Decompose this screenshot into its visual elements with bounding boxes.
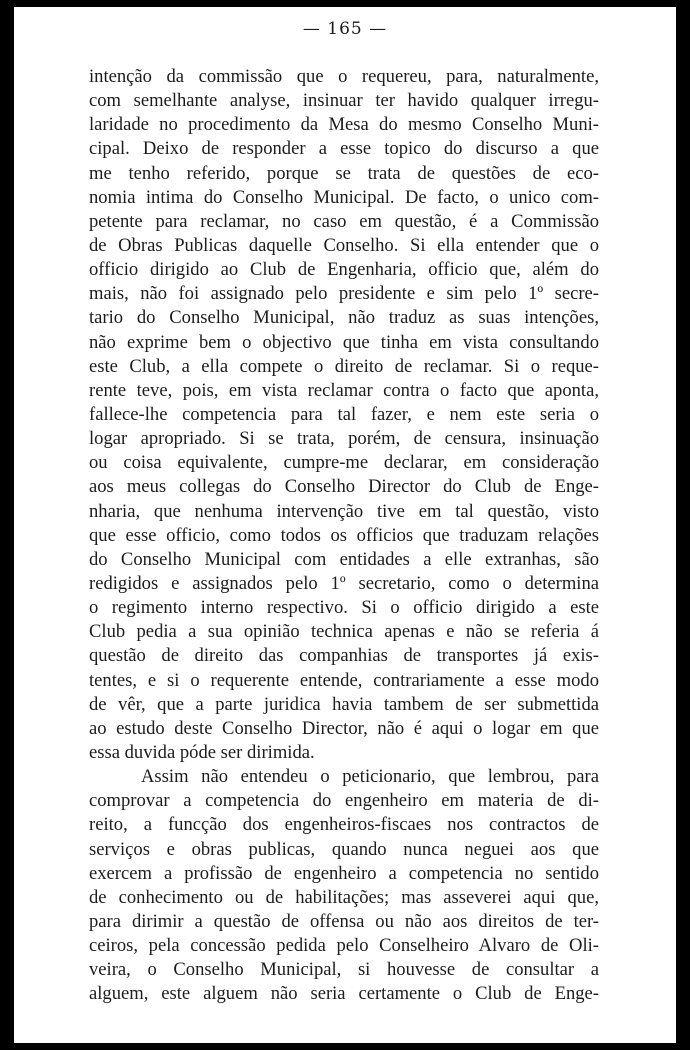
text-line: Assim não entendeu o peticionario, que lembrou, para (141, 766, 599, 788)
text-line: este Club, a ella compete o direito de reclamar. Si o reque- (89, 355, 599, 377)
text-line: aos meus collegas do Conselho Director do Club de Enge- (89, 476, 599, 498)
text-line: comprovar a competencia do engenheiro em materia de di- (89, 790, 599, 812)
body-text (89, 65, 599, 1006)
text-line: veira, o Conselho Municipal, si houvesse de consultar a (89, 959, 599, 981)
text-line: tentes, e si o requerente entende, contrariamente a esse modo (89, 669, 599, 691)
text-line: com semelhante analyse, insinuar ter havido qualquer irregu- (89, 90, 599, 112)
text-line: redigidos e assignados pelo 1º secretario, como o determina (89, 572, 599, 594)
text-line: de conhecimento ou de habilitações; mas asseverei aqui que, (89, 886, 599, 908)
text-line: alguem, este alguem não seria certamente o Club de Enge- (89, 983, 599, 1005)
text-line: cipal. Deixo de responder a esse topico do discurso a que (89, 138, 599, 160)
document-page (14, 7, 676, 1043)
text-line: ceiros, pela concessão pedida pelo Conselheiro Alvaro de Oli- (89, 935, 599, 957)
text-line: serviços e obras publicas, quando nunca neguei aos que (89, 838, 599, 860)
text-line: officio dirigido ao Club de Engenharia, officio que, além do (89, 259, 599, 281)
text-line: rente teve, pois, em vista reclamar contra o facto que aponta, (89, 379, 599, 401)
text-line: logar apropriado. Si se trata, porém, de censura, insinuação (89, 428, 599, 450)
text-line: petente para reclamar, no caso em questão, é a Commissão (89, 210, 599, 232)
text-line: não exprime bem o objectivo que tinha em vista consultando (89, 331, 599, 353)
text-line: nharia, que nenhuma intervenção tive em tal questão, visto (89, 500, 599, 522)
page-number: — 165 — (302, 19, 388, 39)
text-line: me tenho referido, porque se trata de questões de eco- (89, 162, 599, 184)
paragraph (89, 765, 599, 1006)
text-line: do Conselho Municipal com entidades a elle extranhas, são (89, 548, 599, 570)
text-line: o regimento interno respectivo. Si o officio dirigido a este (89, 597, 599, 619)
text-line: reito, a funcção dos engenheiros-fiscaes nos contractos de (89, 814, 599, 836)
text-line: exercem a profissão de engenheiro a competencia no sentido (89, 862, 599, 884)
text-line: intenção da commissão que o requereu, para, naturalmente, (89, 66, 599, 87)
text-line: para dirimir a questão de offensa ou não aos direitos de ter- (89, 910, 599, 932)
text-line: de Obras Publicas daquelle Conselho. Si ella entender que o (89, 234, 599, 256)
text-line: mais, não foi assignado pelo presidente e sim pelo 1º secre- (89, 283, 599, 305)
text-line: laridade no procedimento da Mesa do mesmo Conselho Muni- (89, 114, 599, 136)
text-line: tario do Conselho Municipal, não traduz as suas intenções, (89, 307, 599, 329)
text-line: questão de direito das companhias de transportes já exis- (89, 645, 599, 667)
text-line: fallece-lhe competencia para tal fazer, e nem este seria o (89, 403, 599, 425)
text-line: ou coisa equivalente, cumpre-me declarar, em consideração (89, 452, 599, 474)
text-line: de vêr, que a parte juridica havia tambem de ser submettida (89, 693, 599, 715)
text-line: ao estudo deste Conselho Director, não é aqui o logar em que (89, 717, 599, 739)
paragraph (89, 65, 599, 765)
text-line: que esse officio, como todos os officios que traduzam relações (89, 524, 599, 546)
text-line: essa duvida póde ser dirimida. (89, 741, 315, 763)
text-line: nomia intima do Conselho Municipal. De facto, o unico com- (89, 186, 599, 208)
text-line: Club pedia a sua opinião technica apenas e não se referia á (89, 621, 599, 643)
